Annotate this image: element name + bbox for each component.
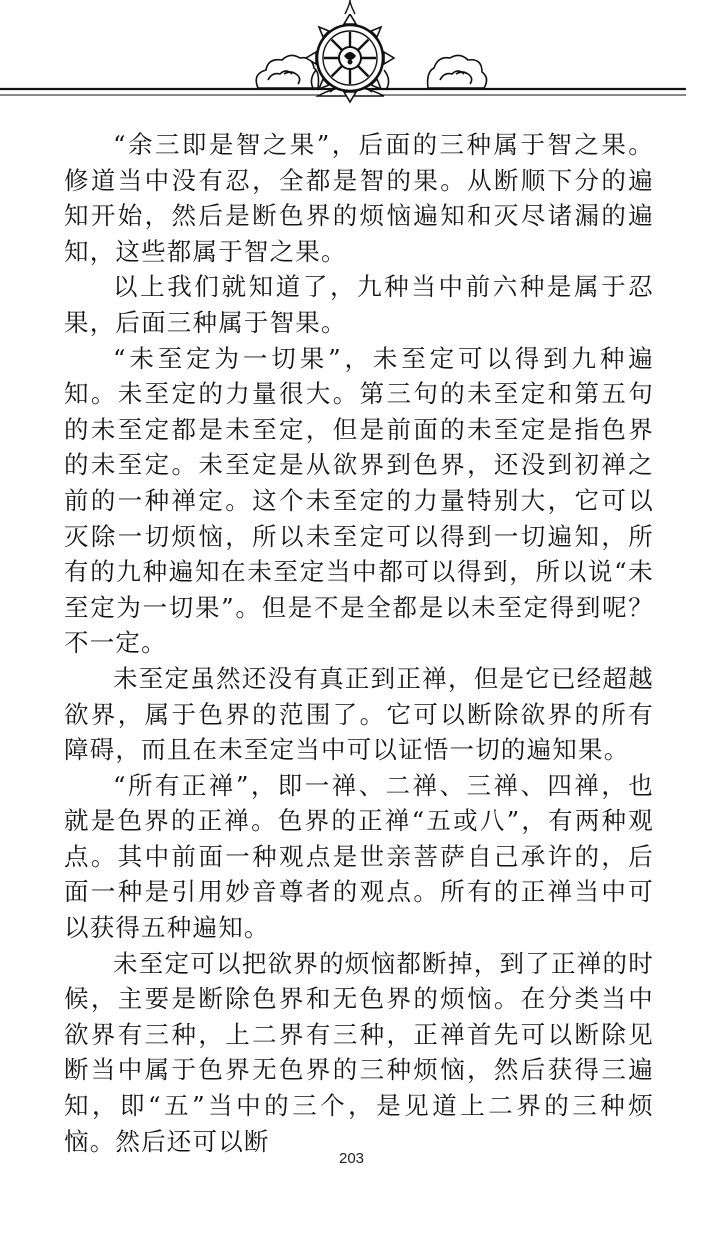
paragraph: 未至定虽然还没有真正到正禅，但是它已经超越欲界，属于色界的范围了。它可以断除欲界的所有障碍，而且在未至定当中可以证悟一切的遍知果。 bbox=[64, 663, 654, 765]
paragraph: 未至定可以把欲界的烦恼都断掉，到了正禅的时候，主要是断除色界和无色界的烦恼。在分类当中欲界有三种，上二界有三种，正禅首先可以断除见断当中属于色界无色界的三种烦恼，然后获得三遍知，即“五”当中的三个，是见道上二界的三种烦恼。然后还可以断 bbox=[64, 948, 654, 1156]
page-number: 203 bbox=[338, 1150, 365, 1167]
paragraph: 以上我们就知道了，九种当中前六种是属于忍果，后面三种属于智果。 bbox=[64, 272, 654, 337]
page-header bbox=[0, 0, 703, 110]
paragraph: “所有正禅”，即一禅、二禅、三禅、四禅，也就是色界的正禅。色界的正禅“五或八”，有两种观点。其中前面一种观点是世亲菩萨自己承许的，后面一种是引用妙音尊者的观点。所有的正禅当中可以获得五种遍知。 bbox=[64, 770, 654, 943]
paragraph: “未至定为一切果”，未至定可以得到九种遍知。未至定的力量很大。第三句的未至定和第五句的未至定都是未至定，但是前面的未至定是指色界的未至定。未至定是从欲界到色界，还没到初禅之前的一种禅定。这个未至定的力量特别大，它可以灭除一切烦恼，所以未至定可以得到一切遍知，所有的九种遍知在未至定当中都可以得到，所以说“未至定为一切果”。但是不是全都是以未至定得到呢？不一定。 bbox=[64, 343, 654, 658]
dharma-wheel-ornament bbox=[0, 0, 703, 110]
paragraph: “余三即是智之果”，后面的三种属于智之果。修道当中没有忍，全都是智的果。从断顺下分的遍知开始，然后是断色界的烦恼遍知和灭尽诸漏的遍知，这些都属于智之果。 bbox=[64, 130, 654, 266]
body-text bbox=[64, 127, 654, 1159]
